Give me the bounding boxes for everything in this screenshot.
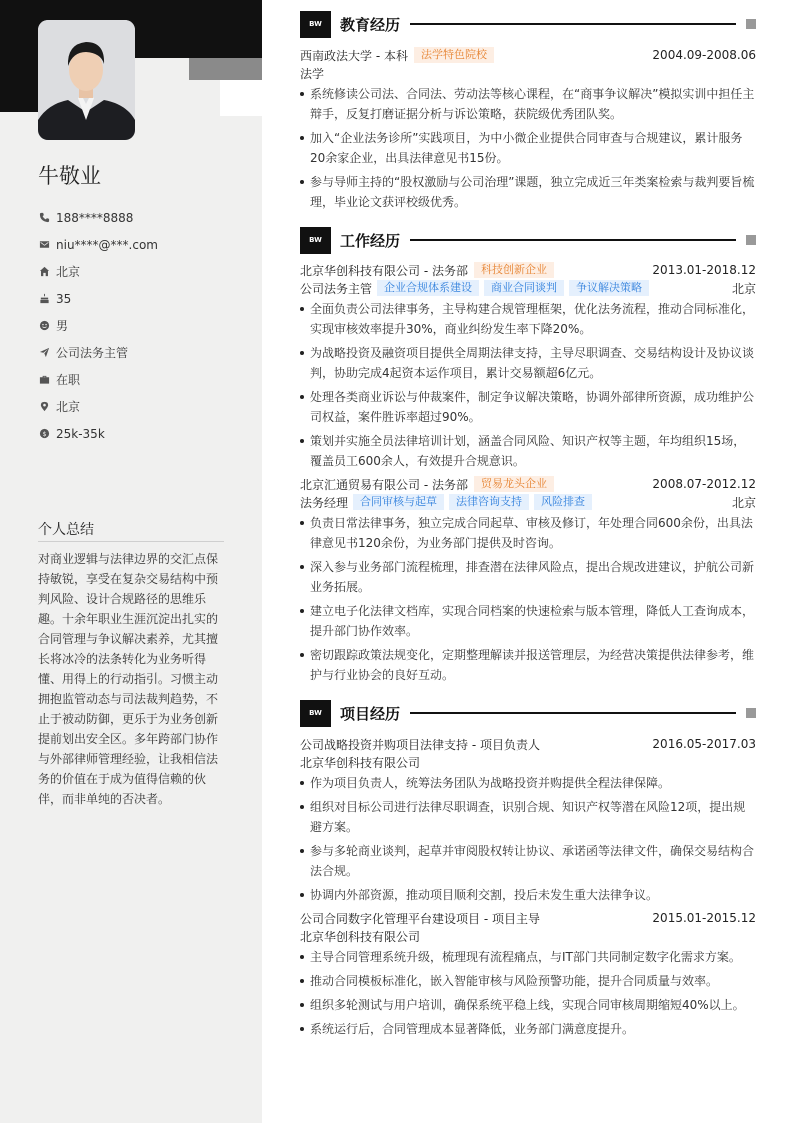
summary-text: 对商业逻辑与法律边界的交汇点保持敏锐，享受在复杂交易结构中预判风险、设计合规路径的思维乐趣。十余年职业生涯沉淀出扎实的合同管理与争议解决素养，尤其擅长将冰冷的法条转化为业务听得懂、用得上的行动指引。习惯主动拥抱监管动态与司法裁判趋势，不止于被动防御，更乐于为业务创新提前划出安全区。多年跨部门协作与外部律师管理经验，让我相信法务的价值在于成为值得信赖的伙伴，而非单纯的否决者。 [38, 552, 219, 806]
candidate-name: 牛敬业 [38, 164, 101, 188]
project-entry-2 [300, 909, 756, 1039]
sidebar [0, 0, 262, 1123]
list-item: 密切跟踪政策法规变化，定期整理解读并报送管理层，为经营决策提供法律参考，维护与行业协会的良好互动。 [300, 645, 756, 685]
list-item: 作为项目负责人，统筹法务团队为战略投资并购提供全程法律保障。 [300, 773, 756, 793]
list-item: 主导合同管理系统升级，梳理现有流程痛点，与IT部门共同制定数字化需求方案。 [300, 947, 756, 967]
phone-text: 188****8888 [56, 210, 134, 225]
list-item: 系统修读公司法、合同法、劳动法等核心课程，在“商事争议解决”模拟实训中担任主辩手，反复打磨证据分析与诉讼策略，获院级优秀团队奖。 [300, 84, 756, 124]
work-date: 2008.07-2012.12 [652, 477, 756, 491]
section-divider [410, 23, 736, 25]
age-text: 35 [56, 291, 72, 306]
section-badge: BW [300, 700, 331, 727]
email-text: niu****@***.com [56, 237, 158, 252]
section-badge: BW [300, 11, 331, 38]
project-section-title: 项目经历 [340, 704, 401, 723]
list-item: 处理各类商业诉讼与仲裁案件，制定争议解决策略，协调外部律所资源，成功维护公司权益，案件胜诉率超过90%。 [300, 387, 756, 427]
profile-photo [38, 20, 135, 140]
project-company-row [300, 753, 756, 771]
skill-tag: 企业合规体系建设 [377, 280, 479, 296]
list-item: 推动合同模板标准化，嵌入智能审核与风险预警功能，提升合同质量与效率。 [300, 971, 756, 991]
info-email [38, 231, 238, 258]
svg-text:$: $ [41, 429, 47, 438]
header-gray-block [189, 58, 262, 80]
list-item: 建立电子化法律文档库，实现合同档案的快速检索与版本管理，降低人工查询成本，提升部门协作效率。 [300, 601, 756, 641]
map-pin-icon [38, 401, 50, 413]
work-header-row [300, 261, 756, 279]
info-position [38, 339, 238, 366]
school-name: 西南政法大学 - 本科 [300, 48, 408, 63]
contact-info-list [38, 204, 238, 447]
section-square [746, 235, 756, 245]
position-text: 公司法务主管 [56, 346, 129, 360]
project-company: 北京华创科技有限公司 [300, 755, 421, 770]
section-square [746, 19, 756, 29]
project-company: 北京华创科技有限公司 [300, 929, 421, 944]
job-role: 公司法务主管 [300, 281, 373, 296]
project-name: 公司合同数字化管理平台建设项目 - 项目主导 [300, 911, 540, 926]
job-role: 法务经理 [300, 495, 349, 510]
project-name: 公司战略投资并购项目法律支持 - 项目负责人 [300, 737, 540, 752]
info-phone [38, 204, 238, 231]
skill-tag: 法律咨询支持 [449, 494, 529, 510]
info-location [38, 258, 238, 285]
project-header-row [300, 735, 756, 753]
briefcase-icon [38, 374, 50, 386]
phone-icon [38, 212, 50, 224]
project-section-header [300, 699, 756, 727]
project-entry-1 [300, 735, 756, 905]
info-target-city [38, 393, 238, 420]
main-content [300, 10, 756, 1043]
work-city: 北京 [731, 281, 756, 296]
education-major-row [300, 64, 756, 82]
email-icon [38, 239, 50, 251]
list-item: 深入参与业务部门流程梳理，排查潜在法律风险点，提出合规改进建议，护航公司新业务拓展。 [300, 557, 756, 597]
company-name: 北京汇通贸易有限公司 - 法务部 [300, 477, 468, 492]
section-divider [410, 239, 736, 241]
education-section-header [300, 10, 756, 38]
list-item: 参与多轮商业谈判，起草并审阅股权转让协议、承诺函等法律文件，确保交易结构合法合规。 [300, 841, 756, 881]
section-divider [410, 712, 736, 714]
work-section-title: 工作经历 [340, 231, 401, 250]
avatar [38, 20, 135, 140]
skill-tag: 合同审核与起草 [353, 494, 444, 510]
project-date: 2015.01-2015.12 [652, 911, 756, 925]
education-bullets [300, 84, 756, 212]
section-square [746, 708, 756, 718]
list-item: 组织多轮测试与用户培训，确保系统平稳上线，实现合同审核周期缩短40%以上。 [300, 995, 756, 1015]
company-tag: 贸易龙头企业 [474, 476, 554, 492]
work-header-row [300, 475, 756, 493]
education-header-row [300, 46, 756, 64]
skill-tag: 风险排查 [534, 494, 592, 510]
header-black-block-left [0, 58, 38, 112]
cake-icon [38, 293, 50, 305]
salary-text: 25k-35k [56, 426, 105, 441]
home-icon [38, 266, 50, 278]
info-status [38, 366, 238, 393]
list-item: 协调内外部资源，推动项目顺利交割，投后未发生重大法律争议。 [300, 885, 756, 905]
list-item: 全面负责公司法律事务，主导构建合规管理框架，优化法务流程，推动合同标准化，实现审核效率提升30%，商业纠纷发生率下降20%。 [300, 299, 756, 339]
skill-tag: 争议解决策略 [569, 280, 649, 296]
gender-text: 男 [56, 319, 69, 333]
info-gender [38, 312, 238, 339]
info-age [38, 285, 238, 312]
list-item: 系统运行后，合同管理成本显著降低，业务部门满意度提升。 [300, 1019, 756, 1039]
school-tag: 法学特色院校 [414, 47, 494, 63]
section-badge: BW [300, 227, 331, 254]
summary-title: 个人总结 [38, 519, 224, 542]
location-text: 北京 [56, 265, 81, 279]
education-date: 2004.09-2008.06 [652, 48, 756, 62]
list-item: 参与导师主持的“股权激励与公司治理”课题，独立完成近三年类案检索与裁判要旨梳理，毕业论文获评校级优秀。 [300, 172, 756, 212]
work-role-row [300, 279, 756, 297]
send-icon [38, 347, 50, 359]
skill-tag: 商业合同谈判 [484, 280, 564, 296]
work-entry-1 [300, 261, 756, 471]
target-city-text: 北京 [56, 400, 81, 414]
company-name: 北京华创科技有限公司 - 法务部 [300, 263, 468, 278]
work-date: 2013.01-2018.12 [652, 263, 756, 277]
project-bullets [300, 947, 756, 1039]
list-item: 组织对目标公司进行法律尽职调查，识别合规、知识产权等潜在风险12项，提出规避方案。 [300, 797, 756, 837]
project-header-row [300, 909, 756, 927]
major: 法学 [300, 66, 325, 81]
project-company-row [300, 927, 756, 945]
list-item: 策划并实施全员法律培训计划，涵盖合同风险、知识产权等主题，年均组织15场，覆盖员工600余人，有效提升合规意识。 [300, 431, 756, 471]
money-icon [38, 428, 50, 440]
work-city: 北京 [731, 495, 756, 510]
work-role-row [300, 493, 756, 511]
status-text: 在职 [56, 373, 81, 387]
project-bullets [300, 773, 756, 905]
education-section-title: 教育经历 [340, 15, 401, 34]
work-section-header [300, 226, 756, 254]
work-bullets [300, 513, 756, 685]
project-date: 2016.05-2017.03 [652, 737, 756, 751]
info-salary [38, 420, 238, 447]
list-item: 加入“企业法务诊所”实践项目，为中小微企业提供合同审查与合规建议，累计服务20余家企业，出具法律意见书15份。 [300, 128, 756, 168]
work-bullets [300, 299, 756, 471]
company-tag: 科技创新企业 [474, 262, 554, 278]
face-icon [38, 320, 50, 332]
work-entry-2 [300, 475, 756, 685]
header-white-block [220, 80, 262, 116]
list-item: 负责日常法律事务，独立完成合同起草、审核及修订，年处理合同600余份，出具法律意见书120余份，为业务部门提供及时咨询。 [300, 513, 756, 553]
list-item: 为战略投资及融资项目提供全周期法律支持，主导尽职调查、交易结构设计及协议谈判，协助完成4起资本运作项目，累计交易额超6亿元。 [300, 343, 756, 383]
